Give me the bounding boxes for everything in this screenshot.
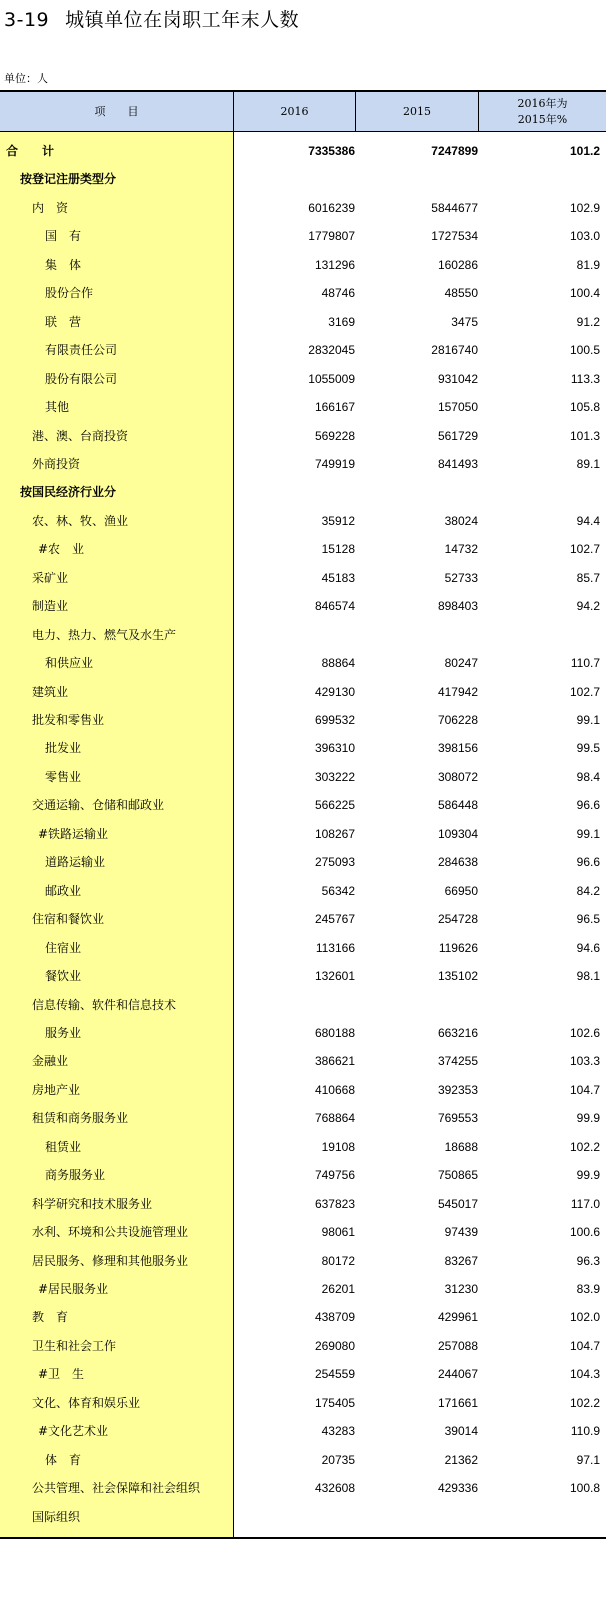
row-label: 电力、热力、燃气及水生产 bbox=[32, 627, 177, 642]
value-2015: 83267 bbox=[444, 1253, 478, 1268]
value-2016: 80172 bbox=[321, 1253, 355, 1268]
value-ratio: 94.2 bbox=[576, 599, 600, 614]
row-label: 租赁业 bbox=[45, 1139, 82, 1154]
value-ratio: 99.5 bbox=[576, 741, 600, 756]
value-2016: 396310 bbox=[314, 741, 355, 756]
row-label: #居民服务业 bbox=[38, 1282, 109, 1296]
value-2016: 43283 bbox=[321, 1424, 355, 1439]
table-number: 3-19 bbox=[4, 9, 50, 31]
value-ratio: 99.9 bbox=[576, 1111, 600, 1126]
table-row bbox=[0, 1503, 606, 1531]
value-2015: 39014 bbox=[444, 1424, 478, 1439]
row-label: 文化、体育和娱乐业 bbox=[32, 1395, 141, 1410]
table-row bbox=[0, 706, 606, 734]
header-ratio-line1: 2016年为 bbox=[517, 96, 568, 110]
value-ratio: 99.9 bbox=[576, 1168, 600, 1183]
table-row bbox=[0, 877, 606, 905]
row-label: 国际组织 bbox=[32, 1509, 81, 1524]
table-row bbox=[0, 1303, 606, 1331]
value-ratio bbox=[500, 991, 600, 1019]
value-ratio: 113.3 bbox=[570, 371, 600, 386]
table-row bbox=[0, 962, 606, 990]
row-label: 港、澳、台商投资 bbox=[32, 428, 129, 443]
value-2015: 392353 bbox=[437, 1082, 478, 1097]
row-label: 集 体 bbox=[45, 257, 82, 272]
value-ratio: 100.6 bbox=[569, 1225, 600, 1240]
value-2016: 566225 bbox=[314, 798, 355, 813]
value-ratio: 84.2 bbox=[576, 883, 600, 898]
table-row bbox=[0, 393, 606, 421]
value-ratio: 94.6 bbox=[576, 940, 600, 955]
row-label: 道路运输业 bbox=[45, 855, 106, 870]
value-ratio: 110.9 bbox=[570, 1424, 600, 1439]
value-2015: 417942 bbox=[437, 684, 478, 699]
table-row bbox=[0, 365, 606, 393]
value-2016: 108267 bbox=[314, 826, 355, 841]
header-ratio-line2: 2015年% bbox=[517, 112, 568, 126]
table-row bbox=[0, 507, 606, 535]
value-2016: 680188 bbox=[314, 1025, 355, 1040]
value-2016: 438709 bbox=[314, 1310, 355, 1325]
table-row bbox=[0, 905, 606, 933]
value-2016: 132601 bbox=[314, 969, 355, 984]
value-2015: 66950 bbox=[444, 883, 478, 898]
row-label: 有限责任公司 bbox=[45, 343, 118, 358]
row-label: 国 有 bbox=[45, 229, 82, 244]
table-row bbox=[0, 1417, 606, 1445]
value-2016: 98061 bbox=[321, 1225, 355, 1240]
value-2016: 45183 bbox=[321, 570, 355, 585]
value-2016: 88864 bbox=[321, 656, 355, 671]
table-row bbox=[0, 1047, 606, 1075]
row-label: 外商投资 bbox=[32, 456, 81, 471]
row-label: 内 资 bbox=[32, 200, 69, 215]
value-ratio: 110.7 bbox=[570, 656, 600, 671]
value-ratio: 100.8 bbox=[569, 1481, 600, 1496]
value-2015: 109304 bbox=[437, 826, 478, 841]
table-row bbox=[0, 222, 606, 250]
value-ratio: 98.1 bbox=[576, 969, 600, 984]
table-row bbox=[0, 137, 606, 165]
header-item: 项 目 bbox=[94, 104, 139, 118]
row-label: 教 育 bbox=[32, 1310, 69, 1325]
table-row bbox=[0, 991, 606, 1019]
value-2015 bbox=[378, 165, 478, 193]
value-ratio bbox=[500, 165, 600, 193]
value-2015: 257088 bbox=[437, 1338, 478, 1353]
value-ratio: 100.5 bbox=[569, 343, 600, 358]
value-ratio: 101.2 bbox=[569, 144, 600, 158]
row-label: 商务服务业 bbox=[45, 1168, 106, 1183]
value-ratio: 102.2 bbox=[569, 1395, 600, 1410]
value-2016: 20735 bbox=[321, 1452, 355, 1467]
table-row bbox=[0, 535, 606, 563]
row-label: 房地产业 bbox=[32, 1082, 81, 1097]
value-2016: 768864 bbox=[314, 1111, 355, 1126]
value-ratio: 97.1 bbox=[576, 1452, 600, 1467]
value-2015: 48550 bbox=[444, 286, 478, 301]
value-2016: 56342 bbox=[321, 883, 355, 898]
value-2015: 308072 bbox=[437, 769, 478, 784]
table-row bbox=[0, 678, 606, 706]
value-ratio: 99.1 bbox=[576, 826, 600, 841]
row-label: 制造业 bbox=[32, 599, 69, 614]
table-row bbox=[0, 194, 606, 222]
header-2016: 2016 bbox=[280, 104, 309, 118]
value-ratio: 101.3 bbox=[569, 428, 600, 443]
table-row bbox=[0, 251, 606, 279]
value-ratio: 94.4 bbox=[576, 513, 600, 528]
row-label: 合 计 bbox=[6, 144, 55, 158]
value-2016 bbox=[255, 478, 355, 506]
row-label: 金融业 bbox=[32, 1054, 69, 1069]
row-label: 服务业 bbox=[45, 1025, 82, 1040]
table-row bbox=[0, 649, 606, 677]
value-2015: 171661 bbox=[437, 1395, 478, 1410]
table-row bbox=[0, 1218, 606, 1246]
value-ratio: 103.3 bbox=[569, 1054, 600, 1069]
value-2016: 131296 bbox=[314, 257, 355, 272]
value-2015: 3475 bbox=[451, 314, 478, 329]
unit-label: 单位：人 bbox=[4, 72, 48, 85]
value-2016: 113166 bbox=[315, 940, 355, 955]
value-2016: 699532 bbox=[314, 713, 355, 727]
table-row bbox=[0, 1446, 606, 1474]
data-table bbox=[0, 90, 606, 1539]
value-2016: 35912 bbox=[321, 513, 355, 528]
row-label: 股份合作 bbox=[45, 286, 94, 301]
table-row bbox=[0, 791, 606, 819]
value-2016: 749756 bbox=[314, 1168, 355, 1183]
table-row bbox=[0, 1247, 606, 1275]
table-row bbox=[0, 1275, 606, 1303]
value-ratio: 102.0 bbox=[569, 1310, 600, 1325]
value-2015: 769553 bbox=[437, 1111, 478, 1126]
row-label: 交通运输、仓储和邮政业 bbox=[32, 798, 165, 813]
value-2015 bbox=[378, 478, 478, 506]
value-2015: 663216 bbox=[437, 1025, 478, 1040]
value-ratio: 96.6 bbox=[576, 855, 600, 870]
value-2015: 7247899 bbox=[431, 144, 478, 158]
value-ratio: 83.9 bbox=[576, 1282, 600, 1296]
value-ratio: 105.8 bbox=[569, 400, 600, 415]
row-label: 卫生和社会工作 bbox=[32, 1338, 117, 1353]
table-row bbox=[0, 1190, 606, 1218]
value-2016: 26201 bbox=[321, 1282, 355, 1296]
value-2015: 18688 bbox=[444, 1139, 478, 1154]
row-label: 按登记注册类型分 bbox=[20, 172, 117, 187]
value-2015: 119626 bbox=[438, 940, 478, 955]
value-ratio: 102.7 bbox=[569, 684, 600, 699]
row-label: 和供应业 bbox=[45, 656, 94, 671]
value-ratio bbox=[500, 1503, 600, 1531]
row-label: #文化艺术业 bbox=[38, 1424, 109, 1439]
value-2016: 275093 bbox=[314, 855, 355, 870]
row-label: 批发业 bbox=[45, 741, 82, 756]
table-row bbox=[0, 763, 606, 791]
header-2015: 2015 bbox=[403, 104, 431, 118]
row-label: 居民服务、修理和其他服务业 bbox=[32, 1253, 189, 1268]
value-ratio: 96.3 bbox=[576, 1253, 600, 1268]
row-label: 建筑业 bbox=[32, 684, 69, 699]
table-row bbox=[0, 336, 606, 364]
row-label: 股份有限公司 bbox=[45, 371, 118, 386]
value-2016: 269080 bbox=[314, 1338, 355, 1353]
value-2015 bbox=[378, 1503, 478, 1531]
table-row bbox=[0, 820, 606, 848]
value-2016: 19108 bbox=[321, 1139, 355, 1154]
value-2015: 21362 bbox=[444, 1452, 478, 1467]
value-2015: 545017 bbox=[437, 1196, 478, 1211]
value-2015 bbox=[378, 991, 478, 1019]
value-2015: 898403 bbox=[437, 599, 478, 614]
table-row bbox=[0, 1104, 606, 1132]
row-label: 租赁和商务服务业 bbox=[32, 1111, 129, 1126]
table-row bbox=[0, 450, 606, 478]
value-2016: 410668 bbox=[314, 1082, 355, 1097]
value-ratio: 103.0 bbox=[569, 229, 600, 244]
row-label: 批发和零售业 bbox=[32, 713, 105, 727]
value-2015: 429961 bbox=[437, 1310, 478, 1325]
value-2015: 97439 bbox=[444, 1225, 478, 1240]
value-ratio: 85.7 bbox=[576, 570, 600, 585]
row-label: 采矿业 bbox=[32, 570, 69, 585]
value-2016: 245767 bbox=[314, 912, 355, 927]
value-ratio: 89.1 bbox=[576, 456, 600, 471]
value-2016: 166167 bbox=[314, 400, 355, 415]
value-2015: 284638 bbox=[437, 855, 478, 870]
value-ratio: 102.2 bbox=[569, 1139, 600, 1154]
row-label: 其他 bbox=[45, 400, 70, 415]
row-label: #铁路运输业 bbox=[38, 826, 109, 841]
value-2015: 706228 bbox=[437, 713, 478, 727]
table-row bbox=[0, 1161, 606, 1189]
value-ratio: 102.9 bbox=[569, 200, 600, 215]
value-2016: 1779807 bbox=[308, 229, 355, 244]
row-label: 公共管理、社会保障和社会组织 bbox=[32, 1481, 201, 1496]
value-2015: 931042 bbox=[437, 371, 478, 386]
value-2015: 5844677 bbox=[431, 200, 478, 215]
value-2015: 14732 bbox=[444, 542, 478, 557]
value-2015: 80247 bbox=[444, 656, 478, 671]
value-2016: 846574 bbox=[314, 599, 355, 614]
value-2015: 254728 bbox=[437, 912, 478, 927]
table-row bbox=[0, 1076, 606, 1104]
value-ratio: 100.4 bbox=[569, 286, 600, 301]
value-ratio: 96.5 bbox=[576, 912, 600, 927]
table-row bbox=[0, 848, 606, 876]
value-ratio: 91.2 bbox=[576, 314, 600, 329]
value-2015: 157050 bbox=[437, 400, 478, 415]
value-2015: 31230 bbox=[444, 1282, 478, 1296]
value-2015: 750865 bbox=[437, 1168, 478, 1183]
value-2016: 7335386 bbox=[308, 144, 355, 158]
table-row bbox=[0, 1389, 606, 1417]
table-row bbox=[0, 279, 606, 307]
row-label: 水利、环境和公共设施管理业 bbox=[32, 1225, 189, 1240]
value-ratio: 102.6 bbox=[569, 1025, 600, 1040]
value-2015: 561729 bbox=[437, 428, 478, 443]
value-2016: 749919 bbox=[314, 456, 355, 471]
value-ratio bbox=[500, 621, 600, 649]
value-ratio: 104.7 bbox=[569, 1338, 600, 1353]
row-label: 联 营 bbox=[45, 314, 82, 329]
value-ratio: 96.6 bbox=[576, 798, 600, 813]
row-label: 按国民经济行业分 bbox=[20, 485, 117, 500]
row-label: 零售业 bbox=[45, 769, 82, 784]
value-ratio bbox=[500, 478, 600, 506]
value-2015: 244067 bbox=[437, 1367, 478, 1382]
value-2015: 374255 bbox=[437, 1054, 478, 1069]
table-row bbox=[0, 478, 606, 506]
value-2016: 637823 bbox=[314, 1196, 355, 1211]
value-2016: 303222 bbox=[314, 769, 355, 784]
value-ratio: 104.7 bbox=[569, 1082, 600, 1097]
value-2016: 432608 bbox=[314, 1481, 355, 1496]
table-row bbox=[0, 592, 606, 620]
value-2016: 569228 bbox=[314, 428, 355, 443]
value-2016: 175405 bbox=[314, 1395, 355, 1410]
value-2016: 429130 bbox=[314, 684, 355, 699]
value-2016: 6016239 bbox=[308, 200, 355, 215]
value-2016 bbox=[255, 991, 355, 1019]
value-2016: 3169 bbox=[328, 314, 355, 329]
value-ratio: 98.4 bbox=[576, 769, 600, 784]
value-2015: 2816740 bbox=[431, 343, 478, 358]
value-2016 bbox=[255, 621, 355, 649]
value-ratio: 99.1 bbox=[576, 713, 600, 727]
value-2016 bbox=[255, 1503, 355, 1531]
row-label: 科学研究和技术服务业 bbox=[32, 1196, 153, 1211]
table-title: 城镇单位在岗职工年末人数 bbox=[65, 9, 300, 31]
value-2015: 160286 bbox=[437, 257, 478, 272]
value-ratio: 104.3 bbox=[569, 1367, 600, 1382]
table-row bbox=[0, 1360, 606, 1388]
row-label: 农、林、牧、渔业 bbox=[32, 513, 129, 528]
row-label: 住宿业 bbox=[45, 940, 82, 955]
value-ratio: 102.7 bbox=[569, 542, 600, 557]
row-label: #农 业 bbox=[38, 542, 85, 557]
value-2015: 841493 bbox=[437, 456, 478, 471]
value-2015: 586448 bbox=[437, 798, 478, 813]
table-row bbox=[0, 1332, 606, 1360]
value-2015: 429336 bbox=[437, 1481, 478, 1496]
row-label: 邮政业 bbox=[45, 883, 82, 898]
table-row bbox=[0, 621, 606, 649]
value-2016: 2832045 bbox=[308, 343, 355, 358]
value-ratio: 81.9 bbox=[576, 257, 600, 272]
table-row bbox=[0, 564, 606, 592]
table-row bbox=[0, 308, 606, 336]
value-2015 bbox=[378, 621, 478, 649]
value-2015: 52733 bbox=[444, 570, 478, 585]
table-row bbox=[0, 934, 606, 962]
header-ratio bbox=[479, 92, 606, 131]
table-row bbox=[0, 165, 606, 193]
value-2016: 15128 bbox=[321, 542, 355, 557]
table-row bbox=[0, 734, 606, 762]
value-2016: 48746 bbox=[321, 286, 355, 301]
page-title bbox=[4, 6, 299, 34]
row-label: 餐饮业 bbox=[45, 969, 82, 984]
table-row bbox=[0, 1019, 606, 1047]
value-2016 bbox=[255, 165, 355, 193]
value-2015: 135102 bbox=[437, 969, 478, 984]
table-row bbox=[0, 1133, 606, 1161]
value-2016: 254559 bbox=[314, 1367, 355, 1382]
value-2015: 38024 bbox=[444, 513, 478, 528]
row-label: #卫 生 bbox=[38, 1367, 85, 1382]
row-label: 体 育 bbox=[45, 1452, 82, 1467]
table-header bbox=[0, 92, 606, 132]
value-2016: 1055009 bbox=[308, 371, 355, 386]
row-label: 信息传输、软件和信息技术 bbox=[32, 997, 177, 1012]
table-row bbox=[0, 422, 606, 450]
value-ratio: 117.0 bbox=[570, 1196, 600, 1211]
value-2016: 386621 bbox=[314, 1054, 355, 1069]
value-2015: 398156 bbox=[437, 741, 478, 756]
row-label: 住宿和餐饮业 bbox=[32, 912, 105, 927]
table-row bbox=[0, 1474, 606, 1502]
value-2015: 1727534 bbox=[431, 229, 478, 244]
